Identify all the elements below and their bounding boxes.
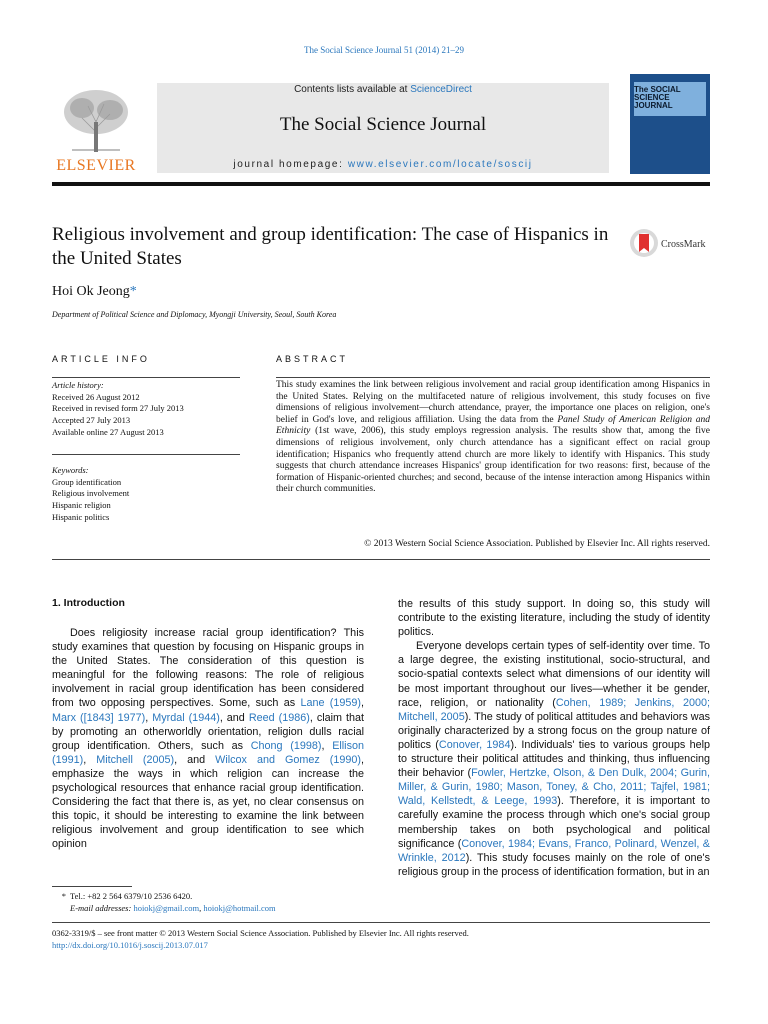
author-footnote (52, 890, 364, 914)
article-title: Religious involvement and group identification: The case of Hispanics in the United States (52, 224, 609, 269)
front-matter-rule (52, 922, 710, 923)
history-received: Received 26 August 2012 (52, 391, 140, 402)
abstract-rule (276, 377, 710, 378)
footnote-mark: * (61, 891, 66, 901)
doi-link[interactable]: http://dx.doi.org/10.1016/j.soscij.2013.07.017 (52, 940, 208, 950)
keyword-item: Group identification (52, 476, 122, 487)
abstract-text-part: This study examines the link between religious involvement and racial group identification among Hispanics in the United States. Relying on the multifaceted nature of religious involvement, this study focuses on five dimensions of religious involvement—church attendance, prayer, the importance one places on religion, one's belief in God's love, and religious affiliation. Using the data from the (276, 380, 710, 425)
issn-line: 0362-3319/$ – see front matter © 2013 Western Social Science Association. Published by Elsevier Inc. All rights reserved. (52, 928, 469, 938)
keywords-block (52, 465, 240, 524)
journal-reference[interactable]: The Social Science Journal 51 (2014) 21–29 (304, 45, 464, 55)
journal-homepage-line (157, 159, 609, 170)
citation-link[interactable]: Lane (1959) (300, 697, 361, 710)
keywords-label: Keywords: (52, 465, 89, 475)
footnote-email: E-mail addresses: hoiokj@gmail.com, hoiokj@hotmail.com (70, 903, 276, 913)
journal-title: The Social Science Journal (279, 114, 487, 135)
footnote-tel: * Tel.: +82 2 564 6379/10 2536 6420. (52, 890, 364, 902)
citation-link[interactable]: Reed (1986) (248, 711, 310, 724)
email-link[interactable]: hoiokj@gmail.com (133, 903, 200, 913)
footnote-rule (52, 886, 132, 887)
contents-prefix: Contents lists available at (294, 84, 411, 95)
history-accepted: Accepted 27 July 2013 (52, 415, 131, 426)
section-title-introduction: 1. Introduction (52, 597, 125, 609)
author-affiliation: Department of Political Science and Diplomacy, Myongji University, Seoul, South Korea (52, 310, 337, 319)
email-label: E-mail addresses: (70, 903, 134, 913)
citation-link[interactable]: Myrdal (1944) (152, 711, 220, 724)
homepage-link[interactable]: www.elsevier.com/locate/soscij (347, 159, 533, 170)
crossmark-label: CrossMark (661, 239, 706, 250)
abstract-copyright: © 2013 Western Social Science Association. Published by Elsevier Inc. All rights reserved. (364, 539, 710, 549)
email-link[interactable]: hoiokj@hotmail.com (203, 903, 276, 913)
intro-left-column (52, 626, 364, 852)
header-rule (52, 182, 710, 186)
citation-link[interactable]: Chong (1998) (250, 739, 322, 752)
author-footnote-mark[interactable]: * (129, 284, 137, 299)
intro-paragraph: the results of this study support. In doing so, this study will contribute to the existing literature, including the study of identity politics. (398, 598, 710, 639)
abstract-dataset-name: Panel Study of American Religion and Ethnicity (276, 414, 710, 437)
keyword-item: Religious involvement (52, 488, 130, 499)
abstract-body (276, 380, 710, 496)
abstract-text-part: (1st wave, 2006), this study employs regression analysis. The results show that, among the five dimensions of religious involvement, only church attendance has a significant effect on racial group identification; Hispanics who frequently attend church are more likely to identify with Hispanics. This study suggests that church attendance increases Hispanics' group identification for two reasons: first, because of the formation of Hispanic-oriented churches; and second, because of the intense interaction among Hispanics within their church communities. (276, 426, 710, 495)
citation-link[interactable]: Ellison (1991) (52, 739, 364, 766)
keyword-item: Hispanic religion (52, 500, 111, 511)
citation-link[interactable]: Fowler, Hertzke, Olson, & Den Dulk, 2004; Gurin, Miller, & Gurin, 1980; Mason, Toney, & Cho, 2011; Tajfel, 1981; Wald, Kellstedt, & Leege, 1993 (398, 767, 711, 808)
citation-link[interactable]: Marx ([1843] 1977) (52, 711, 146, 724)
crossmark-icon[interactable] (629, 228, 711, 258)
keyword-item: Hispanic politics (52, 511, 110, 522)
elsevier-wordmark: ELSEVIER (56, 157, 136, 174)
citation-link[interactable]: Wilcox and Gomez (1990) (215, 753, 362, 766)
article-info-heading: ARTICLE INFO (52, 354, 150, 364)
history-keywords-rule (52, 454, 240, 455)
intro-paragraph: Everyone develops certain types of self-identity over time. To a large degree, the existing institutional, socio-structural, and socio-spatial contexts select what dimensions of our identity will be most important throughout our lives—whether it be gender, race, religion, or nationality (Cohen, 1989; Jenkins, 2000; Mitchell, 2005). The study of political attitudes and behaviors was originally characterized by a strong focus on the group nature of politics (Conover, 1984). Individuals' ties to various groups help to structure their political attitudes and thinking, thus influencing their behavior (Fowler, Hertzke, Olson, & Den Dulk, 2004; Gurin, Miller, & Gurin, 1980; Mason, Toney, & Cho, 2011; Tajfel, 1981; Wald, Kellstedt, & Leege, 1993). Therefore, it is important to carefully examine the process through which one's social group membership takes on both psychological and political significance (Conover, 1984; Evans, Franco, Polinard, Wenzel, & Wrinkle, 2012). This study focuses mainly on the role of one's religious group in the process of identification formation, but in an (398, 640, 711, 878)
author-line (52, 284, 137, 300)
intro-right-column (398, 597, 710, 879)
article-info-rule (52, 377, 240, 378)
citation-link[interactable]: Cohen, 1989; Jenkins, 2000; Mitchell, 2005 (398, 696, 710, 723)
author-name: Hoi Ok Jeong (52, 284, 130, 299)
intro-paragraph: Does religiosity increase racial group identification? This study examines that question by focusing on Hispanic groups in the United States. The consideration of this question is meaningful for the following reasons: The role of religious involvement in racial group identification has been considered from two opposing perspectives. Some, such as Lane (1959), Marx ([1843] 1977), Myrdal (1944), and Reed (1986), claim that by promoting an otherworldly orientation, religion dulls racial group identification. Others, such as Chong (1998), Ellison (1991), Mitchell (2005), and Wilcox and Gomez (1990), emphasize the ways in which religion can increase the psychological resources that enhance racial group identification. Considering the fact that there is, as yet, no clear consensus on this topic, it should be interesting to examine the link between religious involvement and group identification to see which opinion (52, 627, 365, 851)
abstract-heading: ABSTRACT (276, 354, 349, 364)
abstract-bottom-rule (52, 559, 710, 560)
article-history (52, 380, 240, 439)
sciencedirect-link[interactable]: ScienceDirect (410, 84, 472, 95)
citation-link[interactable]: Conover, 1984 (438, 738, 511, 751)
journal-cover-title: The SOCIAL SCIENCE JOURNAL (634, 85, 681, 110)
history-revised: Received in revised form 27 July 2013 (52, 403, 184, 414)
homepage-prefix: journal homepage: (233, 159, 348, 170)
history-online: Available online 27 August 2013 (52, 426, 164, 437)
front-matter (52, 927, 710, 951)
citation-link[interactable]: Conover, 1984; Evans, Franco, Polinard, Wenzel, & Wrinkle, 2012 (398, 837, 710, 864)
history-label: Article history: (52, 380, 104, 390)
contents-line (157, 84, 609, 95)
citation-link[interactable]: Mitchell (2005) (96, 753, 175, 766)
